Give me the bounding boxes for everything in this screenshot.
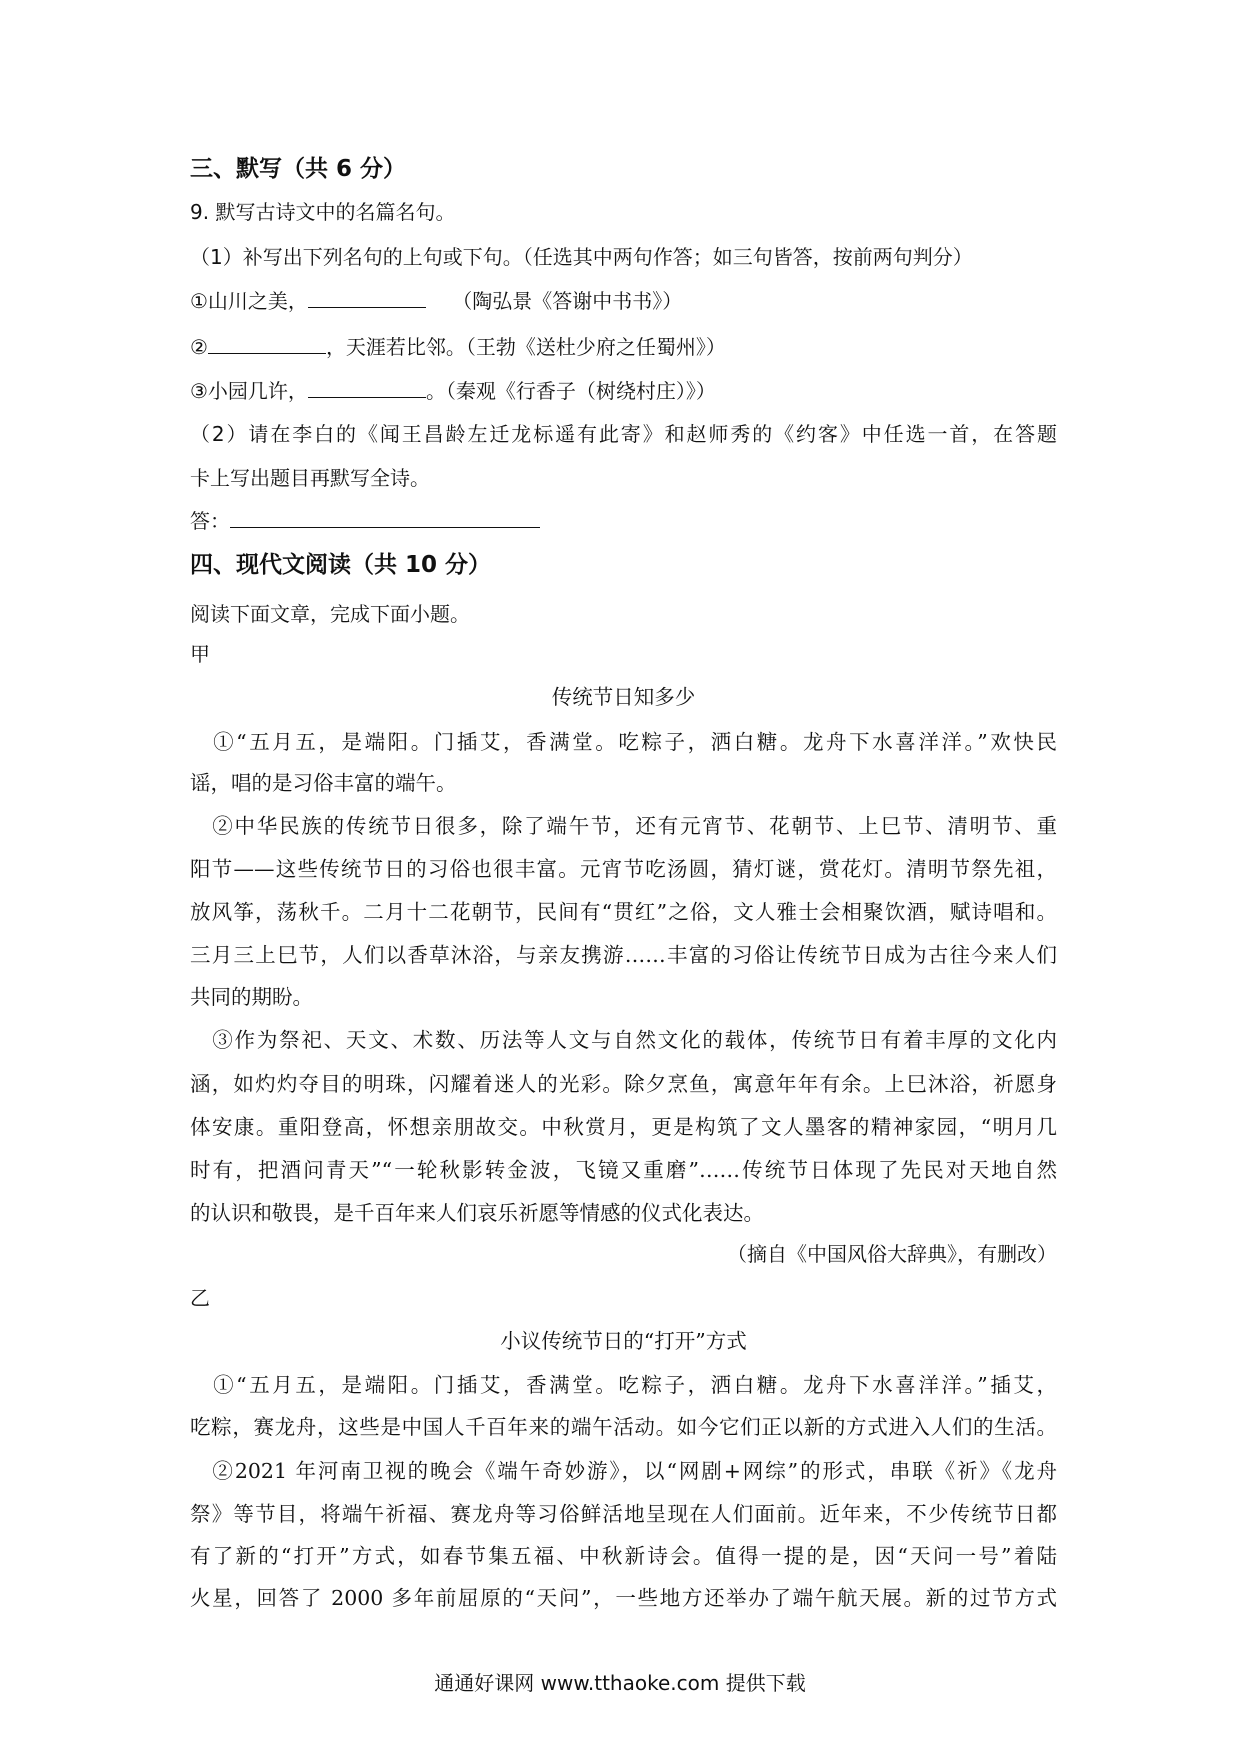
passage-line: 放风筝，荡秋千。二月十二花朝节，民间有“贯红”之俗，文人雅士会相聚饮酒，赋诗唱和。 xyxy=(190,900,1057,924)
passage-source: （摘自《中国风俗大辞典》，有删改） xyxy=(727,1242,1057,1266)
passage-label: 乙 xyxy=(190,1286,210,1310)
passage-line: ③作为祭祀、天文、术数、历法等人文与自然文化的载体，传统节日有着丰厚的文化内 xyxy=(190,1028,1057,1052)
passage-line: 时有，把酒问青天”“一轮秋影转金波，飞镜又重磨”……传统节日体现了先民对天地自然 xyxy=(190,1158,1057,1182)
answer-label: 答： xyxy=(190,509,230,533)
fill-item-source: ，天涯若比邻。（王勃《送杜少府之任蜀州》） xyxy=(325,335,726,359)
question-part-1: （1）补写出下列名句的上句或下句。（任选其中两句作答；如三句皆答，按前两句判分） xyxy=(190,245,973,269)
reading-instruction: 阅读下面文章，完成下面小题。 xyxy=(190,602,470,626)
answer-blank[interactable] xyxy=(208,335,326,354)
answer-blank[interactable] xyxy=(308,289,426,308)
page-footer: 通通好课网 www.tthaoke.com 提供下载 xyxy=(434,1671,806,1695)
answer-blank[interactable] xyxy=(308,379,426,398)
fill-item-text: ①山川之美， xyxy=(190,289,308,313)
section-heading: 四、现代文阅读（共 10 分） xyxy=(190,552,492,578)
passage-line: 祭》等节目，将端午祈福、赛龙舟等习俗鲜活地呈现在人们面前。近年来，不少传统节日都 xyxy=(190,1502,1057,1526)
fill-item-1 xyxy=(190,288,1057,314)
passage-line: ②中华民族的传统节日很多，除了端午节，还有元宵节、花朝节、上巳节、清明节、重 xyxy=(190,814,1057,838)
answer-line xyxy=(190,508,1057,534)
question-part-2: （2）请在李白的《闻王昌龄左迁龙标遥有此寄》和赵师秀的《约客》中任选一首，在答题 xyxy=(190,422,1057,446)
passage-title: 传统节日知多少 xyxy=(551,685,696,709)
passage-line: 体安康。重阳登高，怀想亲朋故交。中秋赏月，更是构筑了文人墨客的精神家园，“明月几 xyxy=(190,1115,1057,1139)
fill-item-source: （陶弘景《答谢中书书》） xyxy=(425,289,683,313)
passage-line: 吃粽，赛龙舟，这些是中国人千百年来的端午活动。如今它们正以新的方式进入人们的生活。 xyxy=(190,1415,1057,1439)
passage-line: ①“五月五，是端阳。门插艾，香满堂。吃粽子，洒白糖。龙舟下水喜洋洋。”欢快民 xyxy=(190,730,1057,754)
passage-line: 共同的期盼。 xyxy=(190,985,313,1009)
section-heading: 三、默写（共 6 分） xyxy=(190,156,407,182)
fill-item-source: 。（秦观《行香子（树绕村庄）》） xyxy=(425,379,716,403)
passage-line: 阳节——这些传统节日的习俗也很丰富。元宵节吃汤圆，猜灯谜，赏花灯。清明节祭先祖， xyxy=(190,857,1057,881)
fill-item-3 xyxy=(190,378,1057,404)
passage-line: 涵，如灼灼夺目的明珠，闪耀着迷人的光彩。除夕烹鱼，寓意年年有余。上巳沐浴，祈愿身 xyxy=(190,1072,1057,1096)
passage-line: 三月三上巳节，人们以香草沐浴，与亲友携游……丰富的习俗让传统节日成为古往今来人们 xyxy=(190,943,1057,967)
question-part-2-cont: 卡上写出题目再默写全诗。 xyxy=(190,466,430,490)
passage-line: 有了新的“打开”方式，如春节集五福、中秋新诗会。值得一提的是，因“天问一号”着陆 xyxy=(190,1544,1057,1568)
passage-line: 火星，回答了 2000 多年前屈原的“天问”，一些地方还举办了端午航天展。新的过节方式 xyxy=(190,1586,1057,1610)
fill-item-2 xyxy=(190,334,1057,360)
passage-line: ②2021 年河南卫视的晚会《端午奇妙游》，以“网剧+网综”的形式，串联《祈》《龙舟 xyxy=(190,1459,1057,1483)
passage-label: 甲 xyxy=(190,642,210,666)
fill-item-text: ③小园几许， xyxy=(190,379,308,403)
answer-blank[interactable] xyxy=(230,509,540,528)
passage-title: 小议传统节日的“打开”方式 xyxy=(500,1329,747,1353)
passage-line: 的认识和敬畏，是千百年来人们哀乐祈愿等情感的仪式化表达。 xyxy=(190,1201,764,1225)
passage-line: 谣，唱的是习俗丰富的端午。 xyxy=(190,771,457,795)
passage-line: ①“五月五，是端阳。门插艾，香满堂。吃粽子，洒白糖。龙舟下水喜洋洋。”插艾， xyxy=(190,1373,1057,1397)
fill-item-text: ② xyxy=(190,335,208,359)
question-9: 9. 默写古诗文中的名篇名句。 xyxy=(190,200,456,224)
